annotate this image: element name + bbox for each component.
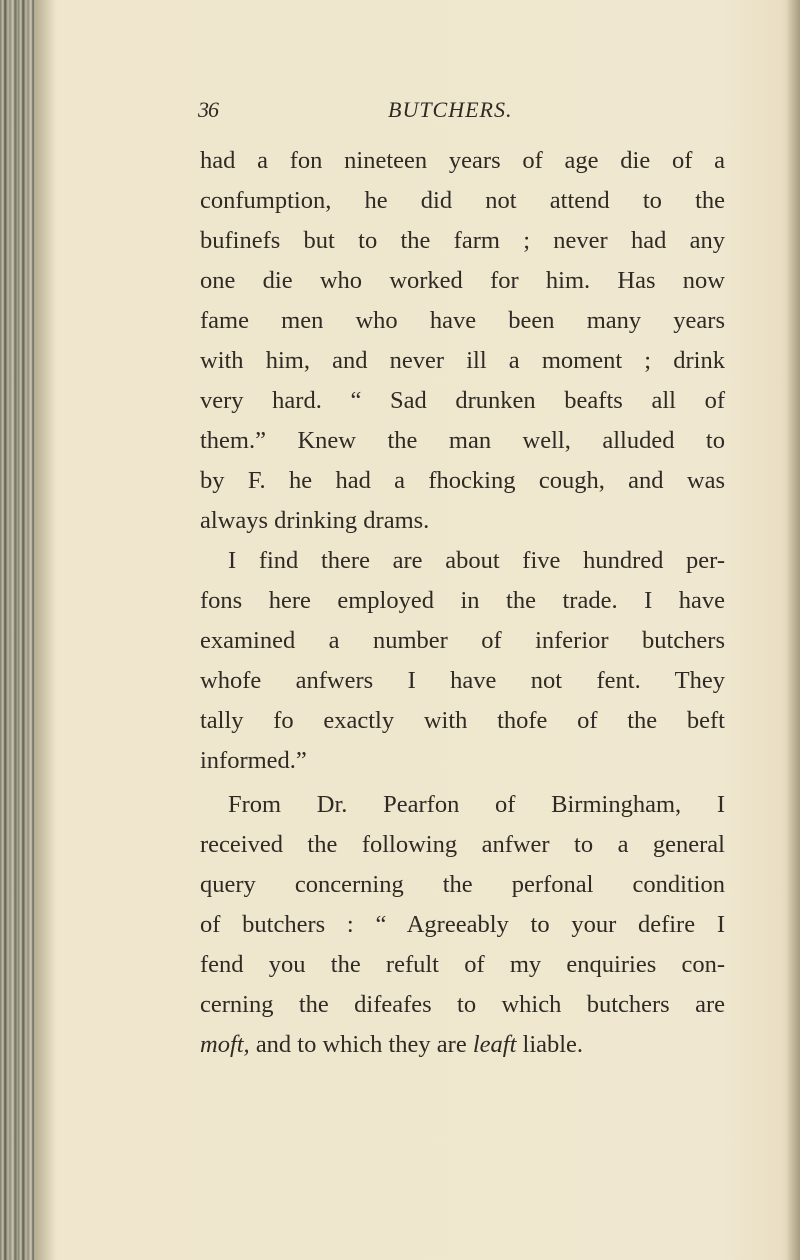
- gutter-shadow: [34, 0, 56, 1260]
- text-fragment: liable.: [516, 1031, 584, 1058]
- page-number: 36: [198, 97, 218, 122]
- text-line: cerning the difeafes to which butchers are: [200, 991, 725, 1018]
- book-binding-gutter: [0, 0, 34, 1260]
- text-line: informed.”: [200, 747, 307, 774]
- running-head: BUTCHERS.: [388, 97, 513, 122]
- paragraph-start-line: I find there are about five hundred per-: [228, 547, 725, 574]
- text-line: bufinefs but to the farm ; never had any: [200, 227, 725, 254]
- italic-word: leaft: [472, 1031, 517, 1058]
- italic-word: moft,: [200, 1031, 250, 1058]
- text-line: fons here employed in the trade. I have: [200, 587, 725, 614]
- body-text: [200, 141, 725, 1065]
- text-line-final: [200, 1025, 725, 1065]
- text-line: of butchers : “ Agreeably to your defire I: [200, 911, 725, 938]
- paragraph-start-line: From Dr. Pearfon of Birmingham, I: [228, 791, 725, 818]
- text-line: fend you the refult of my enquiries con-: [200, 951, 725, 978]
- text-line: had a fon nineteen years of age die of a: [200, 147, 725, 174]
- text-line: tally fo exactly with thofe of the beft: [200, 707, 725, 734]
- page-right-edge: [786, 0, 800, 1260]
- text-line: always drinking drams.: [200, 507, 430, 534]
- text-fragment: and to which they are: [249, 1031, 473, 1058]
- text-line: by F. he had a fhocking cough, and was: [200, 467, 725, 494]
- text-line: query concerning the perfonal condition: [200, 871, 725, 898]
- text-line: them.” Knew the man well, alluded to: [200, 427, 725, 454]
- text-line: received the following anfwer to a general: [200, 831, 725, 858]
- text-line: very hard. “ Sad drunken beafts all of: [200, 387, 725, 414]
- text-line: examined a number of inferior butchers: [200, 627, 725, 654]
- text-line: fame men who have been many years: [200, 307, 725, 334]
- page-header: [198, 97, 638, 127]
- text-line: one die who worked for him. Has now: [200, 267, 725, 294]
- text-line: whofe anfwers I have not fent. They: [200, 667, 725, 694]
- text-line: with him, and never ill a moment ; drink: [200, 347, 725, 374]
- text-line: confumption, he did not attend to the: [200, 187, 725, 214]
